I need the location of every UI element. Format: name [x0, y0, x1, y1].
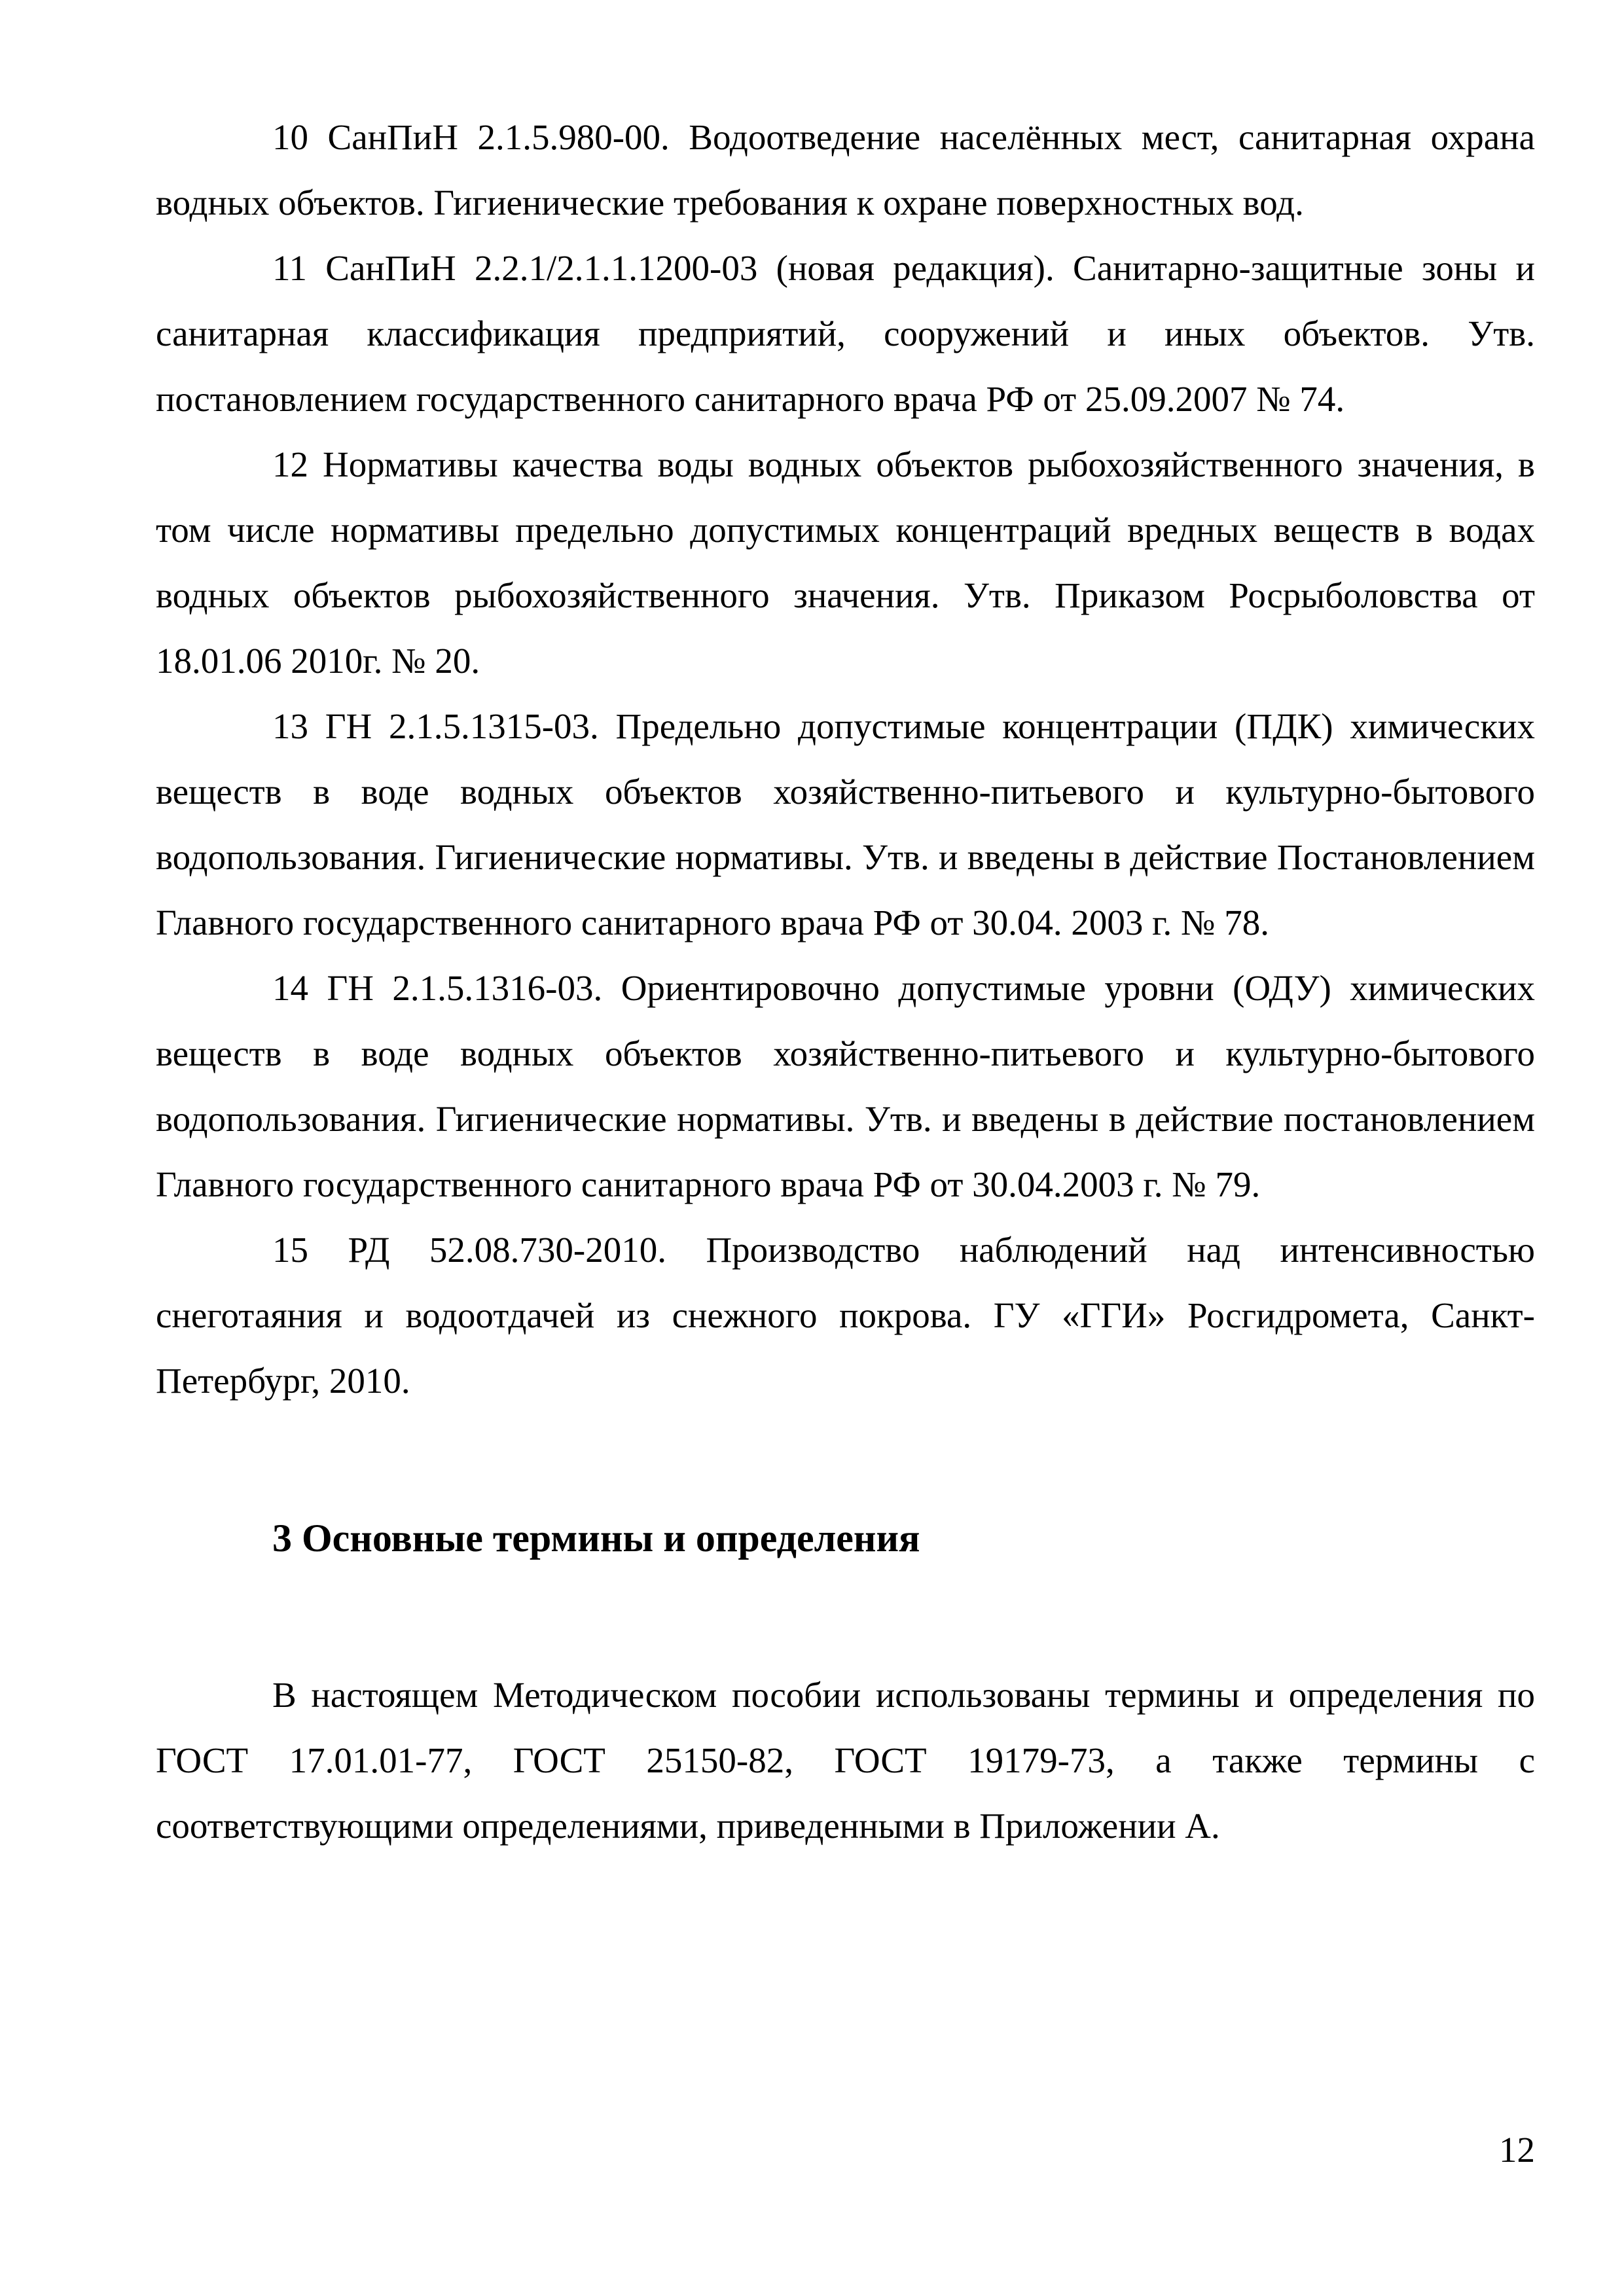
- reference-13: 13 ГН 2.1.5.1315-03. Предельно допустимые концентрации (ПДК) химических веществ в воде водных объектов хозяйственно-питьевого и культурно-бытового водопользования. Гигиенические нормативы. Утв. и введены в действие Постановлением Главного государственного санитарного врача РФ от 30.04. 2003 г. № 78.: [156, 706, 1535, 942]
- reference-15: 15 РД 52.08.730-2010. Производство наблюдений над интенсивностью снеготаяния и водоотдачей из снежного покрова. ГУ «ГГИ» Росгидромета, Санкт-Петербург, 2010.: [156, 1230, 1535, 1401]
- reference-12: 12 Нормативы качества воды водных объектов рыбохозяйственного значения, в том числе нормативы предельно допустимых концентраций вредных веществ в водах водных объектов рыбохозяйственного значения. Утв. Приказом Росрыболовства от 18.01.06 2010г. № 20.: [156, 444, 1535, 681]
- reference-11: 11 СанПиН 2.2.1/2.1.1.1200-03 (новая редакция). Санитарно-защитные зоны и санитарная классификация предприятий, сооружений и иных объектов. Утв. постановлением государственного санитарного врача РФ от 25.09.2007 № 74.: [156, 248, 1535, 419]
- page-number: 12: [1499, 2130, 1535, 2170]
- document-body: [156, 105, 1535, 1859]
- section-intro: В настоящем Методическом пособии использованы термины и определения по ГОСТ 17.01.01-77, ГОСТ 25150-82, ГОСТ 19179-73, а также термины с соответствующими определениями, приведенными в Приложении А.: [156, 1675, 1535, 1846]
- reference-10: 10 СанПиН 2.1.5.980-00. Водоотведение населённых мест, санитарная охрана водных объектов. Гигиенические требования к охране поверхностных вод.: [156, 117, 1535, 223]
- section-heading: 3 Основные термины и определения: [272, 1516, 920, 1560]
- reference-14: 14 ГН 2.1.5.1316-03. Ориентировочно допустимые уровни (ОДУ) химических веществ в воде водных объектов хозяйственно-питьевого и культурно-бытового водопользования. Гигиенические нормативы. Утв. и введены в действие постановлением Главного государственного санитарного врача РФ от 30.04.2003 г. № 79.: [156, 968, 1535, 1204]
